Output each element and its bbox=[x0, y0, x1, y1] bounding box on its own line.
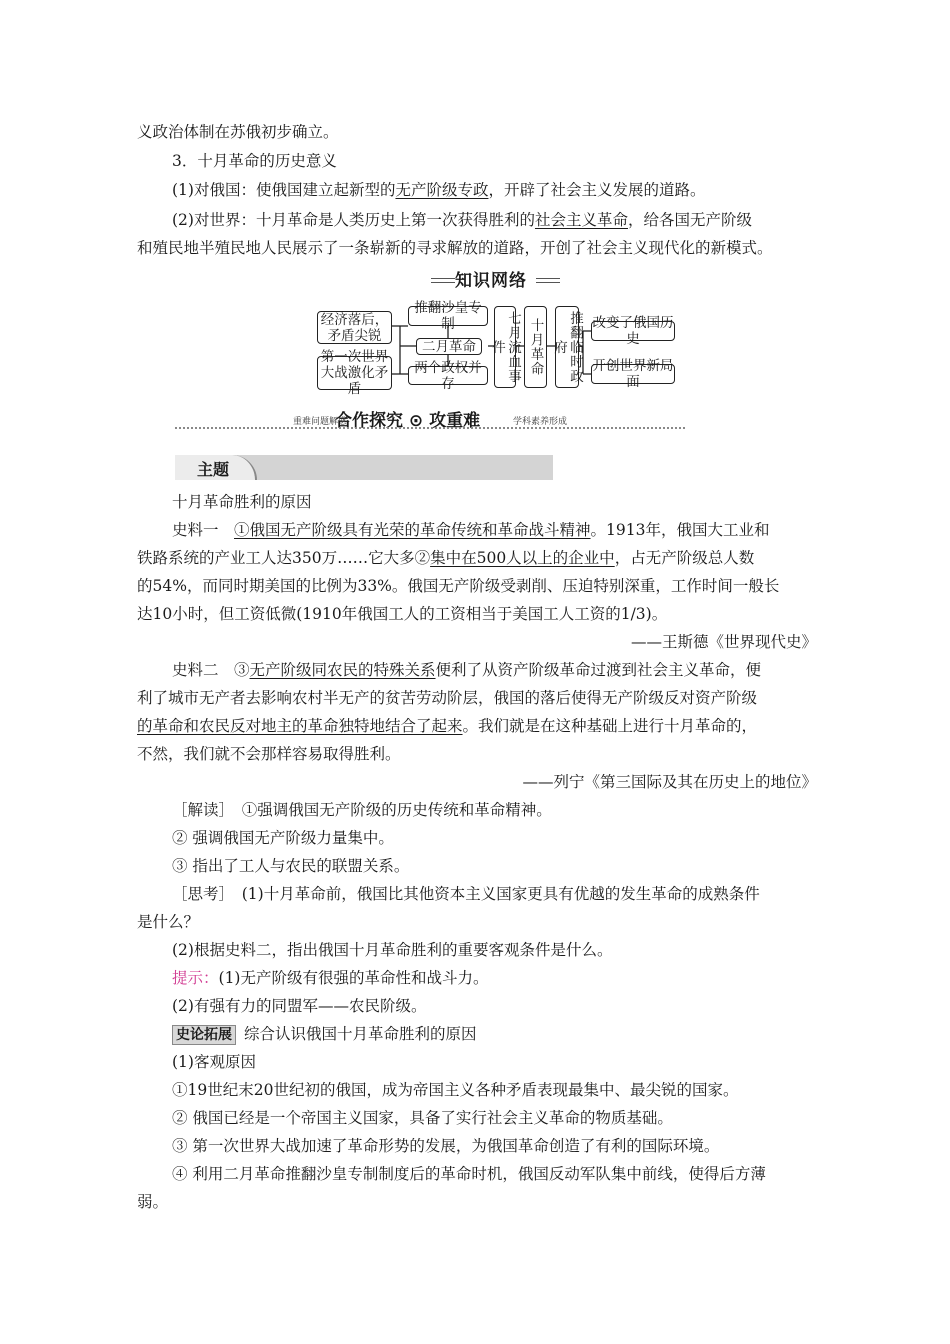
interpretation: ③ 指出了工人与农民的联盟关系。 bbox=[172, 857, 410, 875]
paragraph-line: 义政治体制在苏俄初步确立。 bbox=[137, 123, 339, 141]
hint: (2)有强有力的同盟军——农民阶级。 bbox=[172, 997, 427, 1015]
section-banner: 重难问题解惑 合作探究 ⊙ 攻重难 学科素养形成 bbox=[175, 405, 685, 431]
list-item: ①19世纪末20世纪初的俄国，成为帝国主义各种矛盾表现最集中、最尖锐的国家。 bbox=[172, 1081, 739, 1099]
paragraph-line: 达10小时，但工资低微(1910年俄国工人的工资相当于美国工人工资的1/3)。 bbox=[137, 605, 668, 623]
question: (2)根据史料二，指出俄国十月革命胜利的重要客观条件是什么。 bbox=[172, 941, 613, 959]
cause-economy-box: 经济落后，矛盾尖锐 bbox=[317, 311, 392, 344]
meaning-world: (2)对世界：十月革命是人类历史上第一次获得胜利的社会主义革命，给各国无产阶级 bbox=[172, 211, 752, 229]
list-item: ④ 利用二月革命推翻沙皇专制制度后的革命时机，俄国反动军队集中前线，使得后方薄 bbox=[172, 1165, 766, 1183]
february-revolution-box: 二月革命 bbox=[416, 338, 482, 355]
question: ［思考］ (1)十月革命前，俄国比其他资本主义国家更具有优越的发生革命的成熟条件 bbox=[172, 885, 760, 903]
hint: 提示：(1)无产阶级有很强的革命性和战斗力。 bbox=[172, 969, 489, 987]
interpretation: ② 强调俄国无产阶级力量集中。 bbox=[172, 829, 394, 847]
source-one: 史料一 ①俄国无产阶级具有光荣的革命传统和革命战斗精神。1913年，俄国大工业和 bbox=[172, 521, 770, 539]
paragraph-line: 的54%，而同时期美国的比例为33%。俄国无产阶级受剥削、压迫特别深重，工作时间一般长 bbox=[137, 577, 780, 595]
list-item: ② 俄国已经是一个帝国主义国家，具备了实行社会主义革命的物质基础。 bbox=[172, 1109, 673, 1127]
result-russia-box: 改变了俄国历史 bbox=[592, 315, 674, 347]
interpretation: ［解读］ ①强调俄国无产阶级的历史传统和革命精神。 bbox=[172, 801, 552, 819]
list-heading: (1)客观原因 bbox=[172, 1053, 256, 1071]
knowledge-network-title: 知识网络 bbox=[433, 268, 558, 290]
extension-badge: 史论拓展 bbox=[172, 1025, 236, 1045]
result-world-box: 开创世界新局面 bbox=[592, 358, 674, 390]
paragraph-line: 不然，我们就不会那样容易取得胜利。 bbox=[137, 745, 401, 763]
source-citation: ——王斯德《世界现代史》 bbox=[630, 633, 817, 651]
topic-tag: 主题 bbox=[175, 455, 257, 480]
extension-heading: 史论拓展 综合认识俄国十月革命胜利的原因 bbox=[172, 1023, 852, 1045]
paragraph-line: 利了城市无产者去影响农村半无产的贫苦劳动阶层，俄国的落后使得无产阶级反对资产阶级 bbox=[137, 689, 758, 707]
list-item: 弱。 bbox=[137, 1193, 169, 1211]
october-revolution-box: 十月革命 bbox=[524, 306, 547, 388]
list-item: ③ 第一次世界大战加速了革命形势的发展，为俄国革命创造了有利的国际环境。 bbox=[172, 1137, 720, 1155]
banner-title: 合作探究 ⊙ 攻重难 bbox=[335, 411, 481, 431]
meaning-russia: (1)对俄国：使俄国建立起新型的无产阶级专政，开辟了社会主义发展的道路。 bbox=[172, 181, 706, 199]
topic-subject: 十月革命胜利的原因 bbox=[172, 493, 312, 511]
dual-power-box: 两个政权并存 bbox=[408, 366, 488, 385]
paragraph-line: 铁路系统的产业工人达350万……它大多②集中在500人以上的企业中，占无产阶级总人数 bbox=[137, 549, 755, 567]
source-two: 史料二 ③无产阶级同农民的特殊关系便利了从资产阶级革命过渡到社会主义革命，便 bbox=[172, 661, 762, 679]
overthrow-tsar-box: 推翻沙皇专制 bbox=[408, 306, 488, 326]
paragraph-line: 的革命和农民反对地主的革命独特地结合了起来。我们就是在这种基础上进行十月革命的， bbox=[137, 717, 758, 735]
cause-war-box: 第一次世界大战激化矛盾 bbox=[317, 356, 392, 390]
source-citation: ——列宁《第三国际及其在历史上的地位》 bbox=[522, 773, 817, 791]
question: 是什么？ bbox=[137, 913, 200, 931]
paragraph-line: 和殖民地半殖民地人民展示了一条崭新的寻求解放的道路，开创了社会主义现代化的新模式。 bbox=[137, 239, 773, 257]
july-days-box: 七月流血事件 bbox=[494, 306, 516, 388]
section-heading: 3．十月革命的历史意义 bbox=[172, 152, 337, 170]
overthrow-provisional-box: 推翻临时政府 bbox=[555, 306, 579, 388]
topic-bar bbox=[175, 455, 553, 480]
